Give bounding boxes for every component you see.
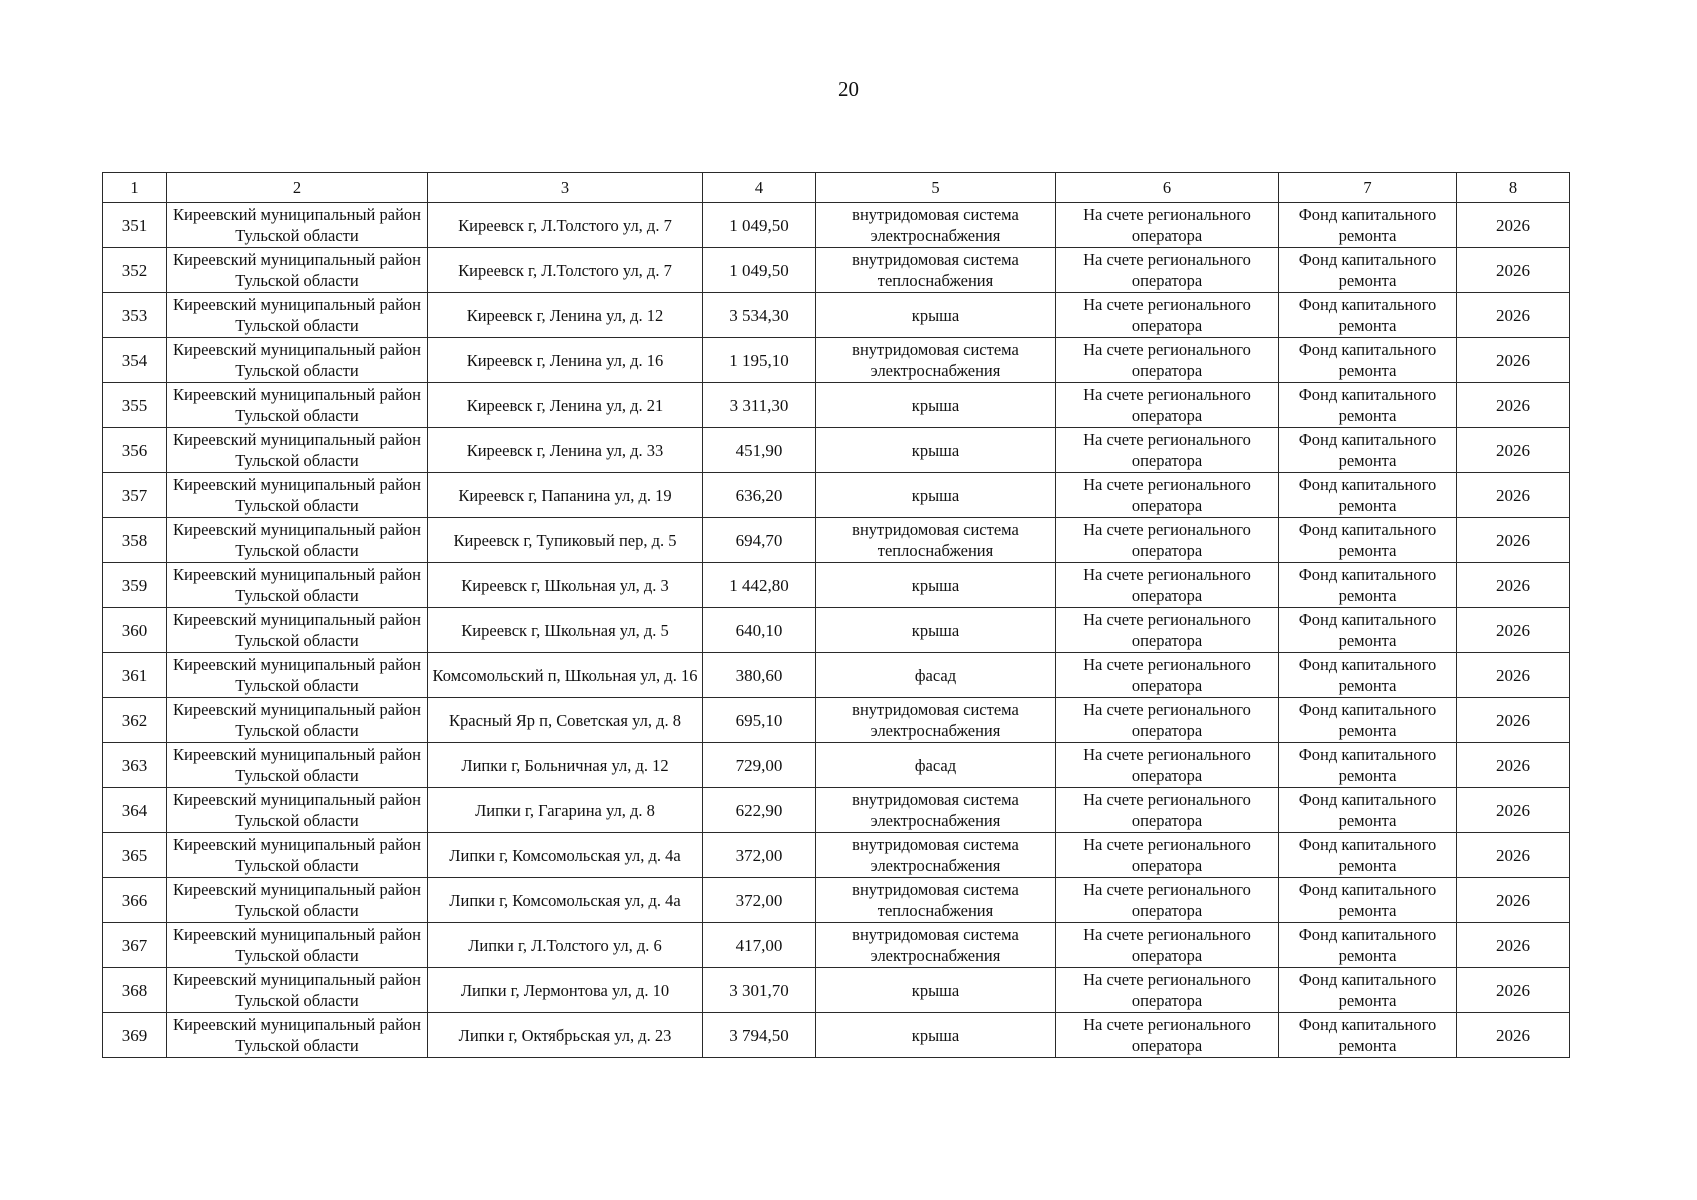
column-number-row <box>103 173 1570 203</box>
table-row <box>103 653 1570 698</box>
municipality-cell: Киреевский муниципальный район Тульской области <box>167 338 428 383</box>
row-number-cell: 351 <box>103 203 167 248</box>
year-cell: 2026 <box>1457 338 1570 383</box>
work-type-cell: крыша <box>816 428 1056 473</box>
work-type-cell: крыша <box>816 473 1056 518</box>
municipality-cell: Киреевский муниципальный район Тульской области <box>167 428 428 473</box>
table-row <box>103 1013 1570 1058</box>
area-cell: 451,90 <box>703 428 816 473</box>
area-cell: 695,10 <box>703 698 816 743</box>
address-cell: Киреевск г, Ленина ул, д. 12 <box>428 293 703 338</box>
year-cell: 2026 <box>1457 203 1570 248</box>
table-row <box>103 203 1570 248</box>
area-cell: 380,60 <box>703 653 816 698</box>
column-number-cell: 4 <box>703 173 816 203</box>
column-number-cell: 2 <box>167 173 428 203</box>
table-row <box>103 788 1570 833</box>
area-cell: 636,20 <box>703 473 816 518</box>
funding-source-cell: Фонд капитального ремонта <box>1279 428 1457 473</box>
work-type-cell: внутридомовая система электроснабжения <box>816 788 1056 833</box>
address-cell: Липки г, Лермонтова ул, д. 10 <box>428 968 703 1013</box>
area-cell: 640,10 <box>703 608 816 653</box>
funding-source-cell: Фонд капитального ремонта <box>1279 338 1457 383</box>
fund-location-cell: На счете регионального оператора <box>1056 653 1279 698</box>
area-cell: 417,00 <box>703 923 816 968</box>
funding-source-cell: Фонд капитального ремонта <box>1279 293 1457 338</box>
municipality-cell: Киреевский муниципальный район Тульской области <box>167 698 428 743</box>
funding-source-cell: Фонд капитального ремонта <box>1279 833 1457 878</box>
funding-source-cell: Фонд капитального ремонта <box>1279 968 1457 1013</box>
year-cell: 2026 <box>1457 428 1570 473</box>
fund-location-cell: На счете регионального оператора <box>1056 833 1279 878</box>
year-cell: 2026 <box>1457 698 1570 743</box>
municipality-cell: Киреевский муниципальный район Тульской области <box>167 1013 428 1058</box>
area-cell: 622,90 <box>703 788 816 833</box>
funding-source-cell: Фонд капитального ремонта <box>1279 1013 1457 1058</box>
funding-source-cell: Фонд капитального ремонта <box>1279 698 1457 743</box>
work-type-cell: внутридомовая система теплоснабжения <box>816 518 1056 563</box>
municipality-cell: Киреевский муниципальный район Тульской области <box>167 833 428 878</box>
row-number-cell: 367 <box>103 923 167 968</box>
work-type-cell: крыша <box>816 383 1056 428</box>
funding-source-cell: Фонд капитального ремонта <box>1279 608 1457 653</box>
fund-location-cell: На счете регионального оператора <box>1056 473 1279 518</box>
municipality-cell: Киреевский муниципальный район Тульской области <box>167 608 428 653</box>
year-cell: 2026 <box>1457 248 1570 293</box>
row-number-cell: 364 <box>103 788 167 833</box>
table-row <box>103 248 1570 293</box>
funding-source-cell: Фонд капитального ремонта <box>1279 788 1457 833</box>
funding-source-cell: Фонд капитального ремонта <box>1279 653 1457 698</box>
year-cell: 2026 <box>1457 383 1570 428</box>
municipality-cell: Киреевский муниципальный район Тульской области <box>167 203 428 248</box>
year-cell: 2026 <box>1457 1013 1570 1058</box>
fund-location-cell: На счете регионального оператора <box>1056 968 1279 1013</box>
address-cell: Киреевск г, Ленина ул, д. 16 <box>428 338 703 383</box>
year-cell: 2026 <box>1457 608 1570 653</box>
row-number-cell: 368 <box>103 968 167 1013</box>
address-cell: Красный Яр п, Советская ул, д. 8 <box>428 698 703 743</box>
fund-location-cell: На счете регионального оператора <box>1056 698 1279 743</box>
year-cell: 2026 <box>1457 923 1570 968</box>
funding-source-cell: Фонд капитального ремонта <box>1279 563 1457 608</box>
table-row <box>103 608 1570 653</box>
area-cell: 372,00 <box>703 878 816 923</box>
fund-location-cell: На счете регионального оператора <box>1056 743 1279 788</box>
work-type-cell: внутридомовая система электроснабжения <box>816 833 1056 878</box>
year-cell: 2026 <box>1457 518 1570 563</box>
fund-location-cell: На счете регионального оператора <box>1056 563 1279 608</box>
municipality-cell: Киреевский муниципальный район Тульской области <box>167 968 428 1013</box>
funding-source-cell: Фонд капитального ремонта <box>1279 743 1457 788</box>
table-body <box>103 173 1570 1058</box>
row-number-cell: 358 <box>103 518 167 563</box>
fund-location-cell: На счете регионального оператора <box>1056 293 1279 338</box>
work-type-cell: внутридомовая система теплоснабжения <box>816 878 1056 923</box>
row-number-cell: 362 <box>103 698 167 743</box>
fund-location-cell: На счете регионального оператора <box>1056 428 1279 473</box>
work-type-cell: внутридомовая система теплоснабжения <box>816 248 1056 293</box>
area-cell: 3 301,70 <box>703 968 816 1013</box>
table-row <box>103 428 1570 473</box>
municipality-cell: Киреевский муниципальный район Тульской области <box>167 653 428 698</box>
work-type-cell: внутридомовая система электроснабжения <box>816 338 1056 383</box>
municipality-cell: Киреевский муниципальный район Тульской области <box>167 788 428 833</box>
address-cell: Киреевск г, Л.Толстого ул, д. 7 <box>428 248 703 293</box>
table-row <box>103 383 1570 428</box>
fund-location-cell: На счете регионального оператора <box>1056 923 1279 968</box>
area-cell: 3 311,30 <box>703 383 816 428</box>
fund-location-cell: На счете регионального оператора <box>1056 1013 1279 1058</box>
address-cell: Комсомольский п, Школьная ул, д. 16 <box>428 653 703 698</box>
area-cell: 1 049,50 <box>703 248 816 293</box>
column-number-cell: 1 <box>103 173 167 203</box>
work-type-cell: внутридомовая система электроснабжения <box>816 698 1056 743</box>
table-row <box>103 743 1570 788</box>
table-row <box>103 968 1570 1013</box>
column-number-cell: 7 <box>1279 173 1457 203</box>
municipality-cell: Киреевский муниципальный район Тульской области <box>167 473 428 518</box>
year-cell: 2026 <box>1457 968 1570 1013</box>
table-row <box>103 878 1570 923</box>
column-number-cell: 3 <box>428 173 703 203</box>
address-cell: Липки г, Комсомольская ул, д. 4а <box>428 878 703 923</box>
area-cell: 372,00 <box>703 833 816 878</box>
municipality-cell: Киреевский муниципальный район Тульской области <box>167 743 428 788</box>
work-type-cell: фасад <box>816 653 1056 698</box>
work-type-cell: крыша <box>816 968 1056 1013</box>
funding-source-cell: Фонд капитального ремонта <box>1279 878 1457 923</box>
page-number: 20 <box>838 77 859 101</box>
column-number-cell: 8 <box>1457 173 1570 203</box>
row-number-cell: 356 <box>103 428 167 473</box>
address-cell: Киреевск г, Школьная ул, д. 3 <box>428 563 703 608</box>
fund-location-cell: На счете регионального оператора <box>1056 248 1279 293</box>
area-cell: 3 794,50 <box>703 1013 816 1058</box>
funding-source-cell: Фонд капитального ремонта <box>1279 248 1457 293</box>
fund-location-cell: На счете регионального оператора <box>1056 203 1279 248</box>
funding-source-cell: Фонд капитального ремонта <box>1279 923 1457 968</box>
year-cell: 2026 <box>1457 473 1570 518</box>
fund-location-cell: На счете регионального оператора <box>1056 338 1279 383</box>
work-type-cell: крыша <box>816 608 1056 653</box>
address-cell: Липки г, Л.Толстого ул, д. 6 <box>428 923 703 968</box>
municipality-cell: Киреевский муниципальный район Тульской области <box>167 563 428 608</box>
address-cell: Киреевск г, Папанина ул, д. 19 <box>428 473 703 518</box>
row-number-cell: 359 <box>103 563 167 608</box>
column-number-cell: 6 <box>1056 173 1279 203</box>
municipality-cell: Киреевский муниципальный район Тульской области <box>167 248 428 293</box>
row-number-cell: 353 <box>103 293 167 338</box>
municipality-cell: Киреевский муниципальный район Тульской области <box>167 518 428 563</box>
work-type-cell: внутридомовая система электроснабжения <box>816 203 1056 248</box>
year-cell: 2026 <box>1457 563 1570 608</box>
fund-location-cell: На счете регионального оператора <box>1056 788 1279 833</box>
year-cell: 2026 <box>1457 743 1570 788</box>
fund-location-cell: На счете регионального оператора <box>1056 878 1279 923</box>
funding-source-cell: Фонд капитального ремонта <box>1279 203 1457 248</box>
area-cell: 3 534,30 <box>703 293 816 338</box>
year-cell: 2026 <box>1457 653 1570 698</box>
row-number-cell: 355 <box>103 383 167 428</box>
capital-repair-table <box>102 172 1570 1058</box>
work-type-cell: внутридомовая система электроснабжения <box>816 923 1056 968</box>
area-cell: 729,00 <box>703 743 816 788</box>
row-number-cell: 360 <box>103 608 167 653</box>
table-row <box>103 518 1570 563</box>
fund-location-cell: На счете регионального оператора <box>1056 608 1279 653</box>
column-number-cell: 5 <box>816 173 1056 203</box>
municipality-cell: Киреевский муниципальный район Тульской области <box>167 878 428 923</box>
row-number-cell: 352 <box>103 248 167 293</box>
area-cell: 1 195,10 <box>703 338 816 383</box>
address-cell: Липки г, Октябрьская ул, д. 23 <box>428 1013 703 1058</box>
year-cell: 2026 <box>1457 293 1570 338</box>
funding-source-cell: Фонд капитального ремонта <box>1279 383 1457 428</box>
row-number-cell: 366 <box>103 878 167 923</box>
area-cell: 694,70 <box>703 518 816 563</box>
table-row <box>103 338 1570 383</box>
address-cell: Липки г, Гагарина ул, д. 8 <box>428 788 703 833</box>
address-cell: Киреевск г, Школьная ул, д. 5 <box>428 608 703 653</box>
work-type-cell: крыша <box>816 563 1056 608</box>
municipality-cell: Киреевский муниципальный район Тульской области <box>167 923 428 968</box>
table-row <box>103 698 1570 743</box>
table-row <box>103 563 1570 608</box>
address-cell: Липки г, Больничная ул, д. 12 <box>428 743 703 788</box>
funding-source-cell: Фонд капитального ремонта <box>1279 473 1457 518</box>
table-row <box>103 293 1570 338</box>
work-type-cell: крыша <box>816 293 1056 338</box>
row-number-cell: 363 <box>103 743 167 788</box>
row-number-cell: 357 <box>103 473 167 518</box>
area-cell: 1 049,50 <box>703 203 816 248</box>
address-cell: Киреевск г, Ленина ул, д. 21 <box>428 383 703 428</box>
table-row <box>103 923 1570 968</box>
address-cell: Киреевск г, Тупиковый пер, д. 5 <box>428 518 703 563</box>
funding-source-cell: Фонд капитального ремонта <box>1279 518 1457 563</box>
year-cell: 2026 <box>1457 878 1570 923</box>
row-number-cell: 354 <box>103 338 167 383</box>
area-cell: 1 442,80 <box>703 563 816 608</box>
fund-location-cell: На счете регионального оператора <box>1056 383 1279 428</box>
year-cell: 2026 <box>1457 788 1570 833</box>
table-row <box>103 833 1570 878</box>
work-type-cell: крыша <box>816 1013 1056 1058</box>
row-number-cell: 361 <box>103 653 167 698</box>
year-cell: 2026 <box>1457 833 1570 878</box>
municipality-cell: Киреевский муниципальный район Тульской области <box>167 293 428 338</box>
fund-location-cell: На счете регионального оператора <box>1056 518 1279 563</box>
municipality-cell: Киреевский муниципальный район Тульской области <box>167 383 428 428</box>
row-number-cell: 369 <box>103 1013 167 1058</box>
address-cell: Киреевск г, Л.Толстого ул, д. 7 <box>428 203 703 248</box>
work-type-cell: фасад <box>816 743 1056 788</box>
address-cell: Липки г, Комсомольская ул, д. 4а <box>428 833 703 878</box>
address-cell: Киреевск г, Ленина ул, д. 33 <box>428 428 703 473</box>
table-row <box>103 473 1570 518</box>
row-number-cell: 365 <box>103 833 167 878</box>
